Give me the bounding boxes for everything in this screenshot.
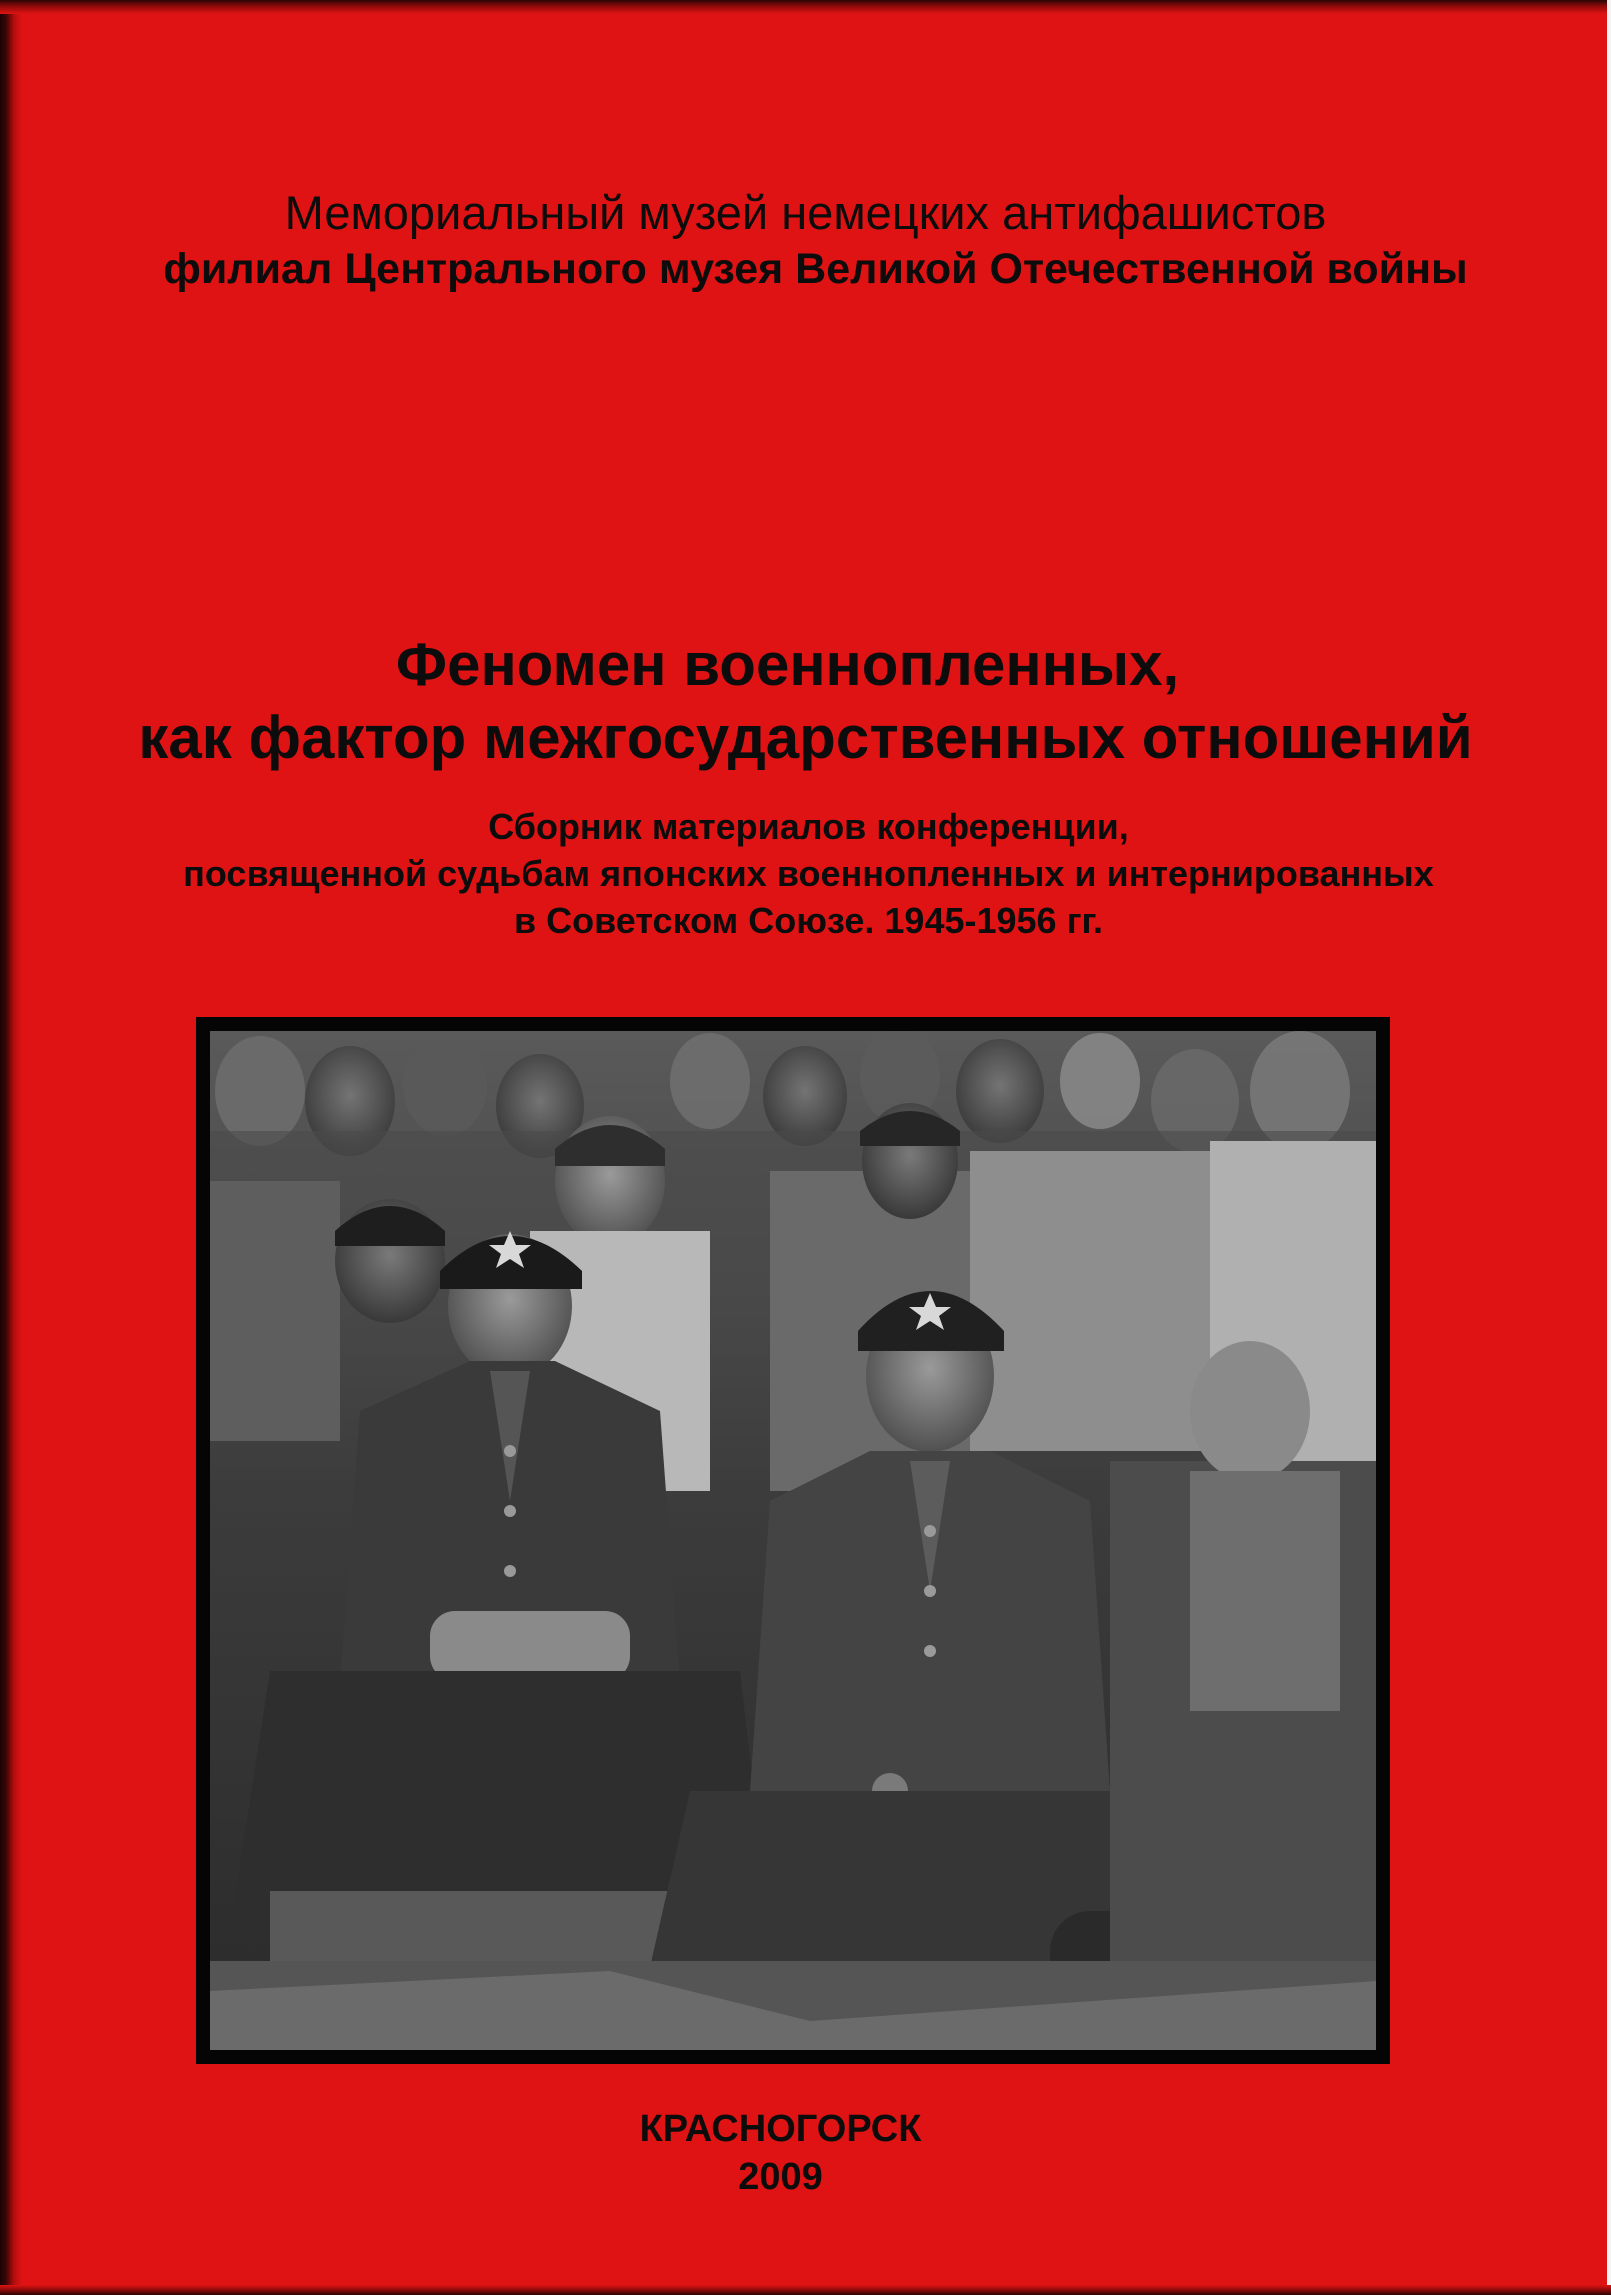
publication-city: КРАСНОГОРСК xyxy=(639,2108,922,2150)
cover-left-edge-shadow xyxy=(0,0,22,2295)
cover-bottom-edge-shadow xyxy=(0,2285,1611,2295)
book-title-line-2: как фактор межгосударственных отношений xyxy=(138,704,1473,771)
book-subtitle-line-2: посвященной судьбам японских военнопленных и интернированных xyxy=(183,853,1434,894)
publication-year: 2009 xyxy=(738,2156,823,2198)
cover-right-edge xyxy=(1607,0,1611,2295)
cover-top-edge-shadow xyxy=(0,0,1611,14)
museum-name: Мемориальный музей немецких антифашистов xyxy=(284,186,1327,239)
book-subtitle-line-3: в Советском Союзе. 1945-1956 гг. xyxy=(514,900,1103,941)
book-title-line-1: Феномен военнопленных, xyxy=(395,631,1180,698)
prisoners-of-war-photo-icon xyxy=(210,1031,1376,2050)
prisoners-of-war-photo xyxy=(210,1031,1376,2050)
cover-photo-frame xyxy=(196,1017,1390,2064)
book-subtitle-line-1: Сборник материалов конференции, xyxy=(488,806,1129,847)
museum-affiliation: филиал Центрального музея Великой Отечественной войны xyxy=(163,245,1468,293)
